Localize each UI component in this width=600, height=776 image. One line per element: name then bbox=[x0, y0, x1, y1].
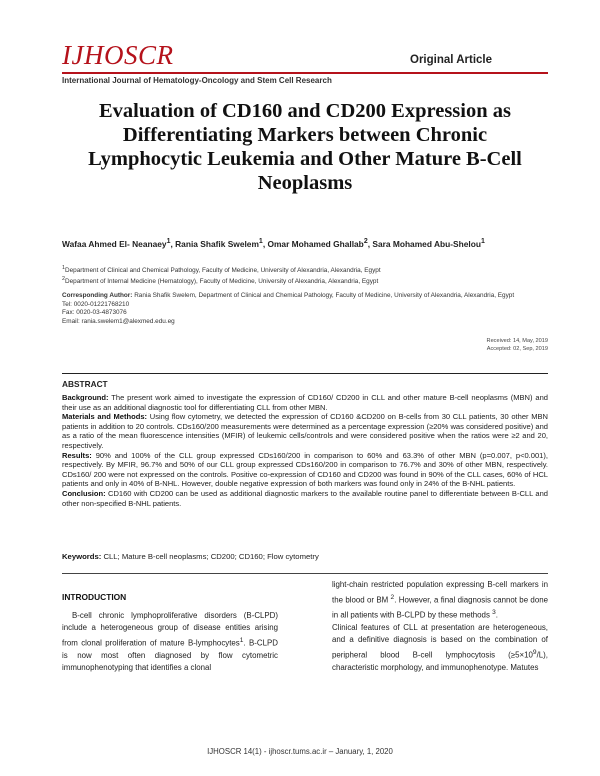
abstract-background-text: The present work aimed to investigate the expression of CD160/ CD200 in CLL and other mature B-cell neoplasms (MBN) and their use as an additional diagnostic tool for differentiating CLL from other MBN. bbox=[62, 393, 548, 412]
author-separator: , bbox=[170, 238, 176, 249]
received-date: Received: 14, May, 2019 bbox=[486, 338, 548, 344]
author: Wafaa Ahmed El- Neanaey bbox=[62, 238, 167, 249]
abstract-background bbox=[62, 393, 548, 412]
correspondence-email[interactable]: Email: rania.swelem1@alexmed.edu.eg bbox=[62, 317, 175, 325]
abstract-methods-text: Using flow cytometry, we detected the expression of CD160 &CD200 on B-cells from 30 CLL patients, 30 other MBN patients in addition to 20 controls. CDs160/200 measurements were determined as a percentage expression (≥20% was considered positive) and as a ratio of the mean fluorescence intensities (MFIR) of leukemic cells/controls and were considered positive when the ratios were ≥2 and 20, respectively. bbox=[62, 412, 549, 450]
abstract-results bbox=[62, 451, 548, 489]
paper-title: Evaluation of CD160 and CD200 Expression as Differentiating Markers between Chronic Lymphocytic Leukemia and Other Mature B-Cell Neoplasms bbox=[88, 100, 522, 194]
journal-logo: IJHOSCR bbox=[62, 40, 174, 70]
author: Rania Shafik Swelem bbox=[175, 238, 259, 249]
correspondence-fax: Fax: 0020-03-4873076 bbox=[62, 309, 127, 317]
affiliation-number: 2 bbox=[62, 276, 65, 283]
abstract-heading: ABSTRACT bbox=[62, 379, 108, 389]
article-dates bbox=[400, 337, 548, 353]
accepted-date: Accepted: 02, Sep, 2019 bbox=[486, 346, 548, 352]
intro-paragraph-continued bbox=[332, 579, 548, 622]
abstract-divider bbox=[62, 373, 548, 374]
intro-text: . bbox=[495, 610, 498, 620]
intro-text: . B-CLPD is now most often diagnosed by flow cytometric immunophenotyping that identifies a clonal bbox=[62, 638, 278, 673]
author-affiliation-mark: 1 bbox=[258, 238, 263, 245]
citation: 2 bbox=[390, 593, 395, 601]
author: Sara Mohamed Abu-Shelou bbox=[372, 238, 481, 249]
journal-name: International Journal of Hematology-Oncology and Stem Cell Research bbox=[62, 76, 332, 85]
abstract-background-label: Background: bbox=[62, 393, 109, 402]
affiliation bbox=[62, 275, 548, 286]
author-affiliation-mark: 1 bbox=[480, 238, 485, 245]
author: Omar Mohamed Ghallab bbox=[267, 238, 364, 249]
abstract-body bbox=[62, 393, 548, 508]
right-column bbox=[332, 579, 548, 674]
intro-paragraph-2 bbox=[332, 622, 548, 675]
abstract-conclusion-text: CD160 with CD200 can be used as additional diagnostic markers to the available routine panel to differentiate between B-CLL and other non-specified B-NHL patients. bbox=[62, 488, 548, 508]
intro-text: B-cell chronic lymphoproliferative disorders (B-CLPD) include a heterogeneous group of disease entities arising from clonal proliferation of mature B-lymphocytes bbox=[62, 610, 278, 648]
left-column bbox=[62, 591, 278, 675]
keywords bbox=[62, 552, 548, 561]
correspondence-text: Rania Shafik Swelem, Department of Clinical and Chemical Pathology, Faculty of Medicine, University of Alexandria, Alexandria, Egypt bbox=[134, 292, 515, 299]
exponent: 9 bbox=[532, 648, 537, 656]
intro-text: . However, a final diagnosis cannot be done in all patients with B-CLPD by these methods bbox=[332, 595, 548, 620]
abstract-conclusion-label: Conclusion: bbox=[62, 488, 106, 498]
citation: 1 bbox=[239, 636, 244, 644]
abstract-results-text: 90% and 100% of the CLL group expressed CDs160/200 in comparison to 60% and 63.3% of other MBN (p=0.007, p<0.001), respectively. By MFIR, 96.7% and 50% of our CLL group expressed CDs160/200 in comparison to 76.7% and 30% of other MBN, respectively. CDs160/ 200 were not expressed on the controls. Positive co-expression of CD160 and CD200 was found in 90% of the CLL cases, 60% of HCL patients and only in 40% of B-NHL. However, double negative expression of both markers was found only in 24% of the B-NHL patients. bbox=[62, 450, 548, 489]
correspondence-label: Corresponding Author: bbox=[62, 292, 133, 299]
abstract-methods-label: Materials and Methods: bbox=[62, 412, 148, 422]
correspondence bbox=[62, 292, 548, 326]
author-affiliation-mark: 1 bbox=[166, 238, 171, 245]
keywords-label: Keywords: bbox=[62, 552, 102, 561]
keywords-text: CLL; Mature B-cell neoplasms; CD200; CD160; Flow cytometry bbox=[103, 552, 319, 561]
author-affiliation-mark: 2 bbox=[363, 238, 368, 245]
article-type-label: Original Article bbox=[410, 54, 493, 66]
citation: 3 bbox=[492, 608, 496, 616]
author-separator: , bbox=[367, 238, 373, 249]
header-divider bbox=[62, 72, 548, 74]
author-list bbox=[62, 238, 548, 249]
abstract-results-label: Results: bbox=[62, 450, 92, 460]
abstract-conclusion bbox=[62, 489, 548, 508]
page-footer: IJHOSCR 14(1) - ijhoscr.tums.ac.ir – January, 1, 2020 bbox=[207, 747, 393, 756]
affiliation-number: 1 bbox=[62, 265, 65, 271]
affiliations bbox=[62, 264, 548, 286]
intro-text: Clinical features of CLL at presentation are heterogeneous, and a definitive diagnosis is based on the combination of peripheral blood B-cell lymphocytosis (≥5×10 bbox=[332, 622, 548, 660]
introduction-heading: INTRODUCTION bbox=[62, 592, 127, 602]
intro-text: light-chain restricted population expressing B-cell markers in the blood or BM bbox=[332, 580, 548, 605]
intro-text: /L), characteristic morphology, and immunophenotype. Matutes bbox=[332, 650, 548, 672]
affiliation-text: Department of Internal Medicine (Hematology), Faculty of Medicine, University of Alexandria, Alexandria, Egypt bbox=[64, 278, 379, 286]
intro-paragraph bbox=[62, 610, 278, 675]
abstract-methods bbox=[62, 412, 548, 450]
keywords-divider bbox=[62, 573, 548, 574]
affiliation bbox=[62, 264, 548, 275]
author-separator: , bbox=[262, 238, 268, 249]
affiliation-text: Department of Clinical and Chemical Pathology, Faculty of Medicine, University of Alexandria, Alexandria, Egypt bbox=[64, 267, 381, 275]
correspondence-tel: Tel: 0020-01221768210 bbox=[62, 300, 130, 308]
